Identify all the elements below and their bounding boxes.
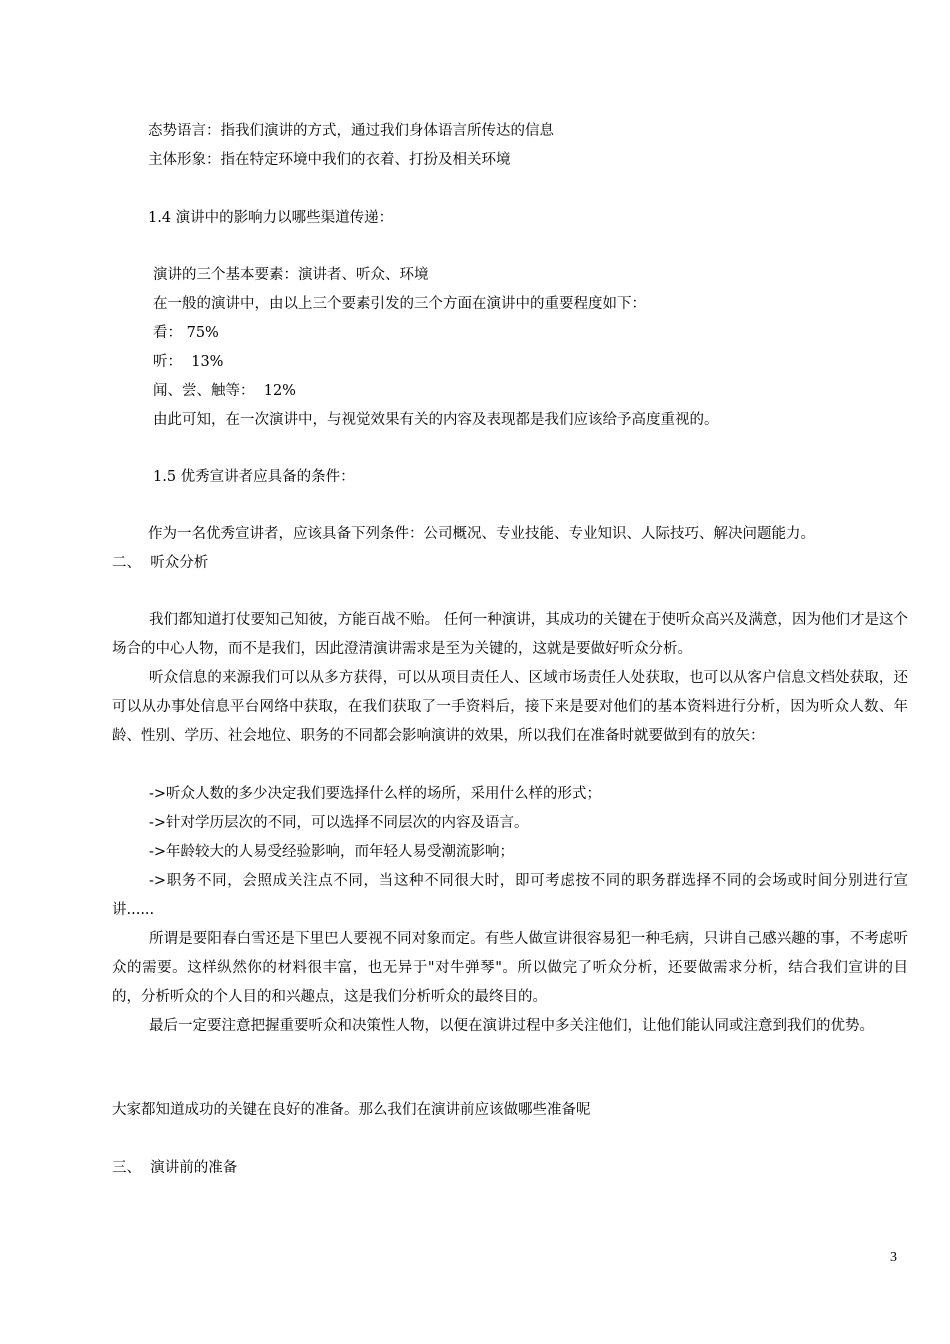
bullet-age: ->年龄较大的人易受经验影响，而年轻人易受潮流影响； [149, 844, 515, 860]
conclusion-line: 由此可知，在一次演讲中，与视觉效果有关的内容及表现都是我们应该给予高度重视的。 [153, 412, 719, 428]
section-1-4-heading: 1.4 演讲中的影响力以哪些渠道传递： [148, 210, 394, 226]
bullet-education-level: ->针对学历层次的不同，可以选择不同层次的内容及语言。 [149, 815, 529, 831]
smell-taste-touch-line: 闻、尝、触等： 12% [153, 383, 296, 399]
see-percentage-line: 看： 75% [153, 325, 219, 341]
hear-percentage-line: 听： 13% [153, 354, 224, 370]
posture-language-line: 态势语言：指我们演讲的方式，通过我们身体语言所传达的信息 [148, 123, 554, 139]
importance-intro-line: 在一般的演讲中，由以上三个要素引发的三个方面在演讲中的重要程度如下： [153, 296, 646, 312]
audience-analysis-paragraph-2: 听众信息的来源我们可以从多方获得，可以从项目责任人、区域市场责任人处获取，也可以从客户信息文档处获取，还可以从办事处信息平台网络中获取，在我们获取了一手资料后，接下来是要对他们的基本资料进行分析，因为听众人数、年龄、性别、学历、社会地位、职务的不同都会影响演讲的效果，所以我们在准备时就要做到有的放矢： [112, 670, 908, 744]
preparation-key-line: 大家都知道成功的关键在良好的准备。那么我们在演讲前应该做哪些准备呢 [112, 1102, 591, 1118]
section-1-5-heading: 1.5 优秀宣讲者应具备的条件： [153, 469, 355, 485]
audience-analysis-paragraph-1: 我们都知道打仗要知己知彼，方能百战不贻。 任何一种演讲，其成功的关键在于使听众高兴及满意，因为他们才是这个场合的中心人物，而不是我们，因此澄清演讲需求是至为关键的，这就是要做好听众分析。 [112, 612, 908, 657]
audience-analysis-paragraph-3: 所谓是要阳春白雪还是下里巴人要视不同对象而定。有些人做宣讲很容易犯一种毛病，只讲自己感兴趣的事，不考虑听众的需要。这样纵然你的材料很丰富，也无异于"对牛弹琴"。所以做完了听众分析，还要做需求分析，结合我们宣讲的目的，分析听众的个人目的和兴趣点，这是我们分析听众的最终目的。 [112, 931, 908, 1005]
section-3-heading: 三、 演讲前的准备 [112, 1160, 238, 1176]
page-number: 3 [890, 1250, 897, 1265]
bullet-audience-size: ->听众人数的多少决定我们要选择什么样的场所，采用什么样的形式； [149, 786, 602, 802]
audience-analysis-paragraph-4: 最后一定要注意把握重要听众和决策性人物，以便在演讲过程中多关注他们，让他们能认同或注意到我们的优势。 [149, 1018, 874, 1034]
subject-image-line: 主体形象：指在特定环境中我们的衣着、打扮及相关环境 [148, 152, 511, 168]
three-elements-line: 演讲的三个基本要素：演讲者、听众、环境 [153, 267, 429, 283]
bullet-position: ->职务不同，会照成关注点不同，当这种不同很大时，即可考虑按不同的职务群选择不同的会场或时间分别进行宣讲...... [112, 873, 908, 918]
section-2-heading: 二、 听众分析 [112, 555, 209, 571]
conditions-line: 作为一名优秀宣讲者，应该具备下列条件：公司概况、专业技能、专业知识、人际技巧、解决问题能力。 [148, 526, 815, 542]
